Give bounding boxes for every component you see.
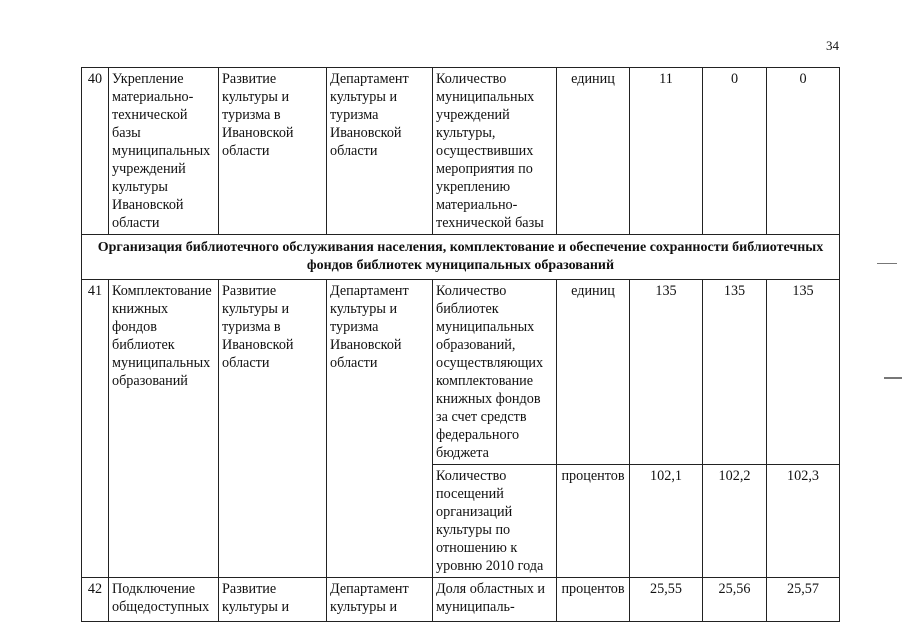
indicator-name: Количество библиотек муниципальных образований, осуществляющих комплектование книжных фондов за счет средств федерального бюджета <box>433 280 557 465</box>
unit: процентов <box>557 465 630 578</box>
page-number: 34 <box>826 38 839 53</box>
indicators-table <box>81 67 840 622</box>
row-number: 40 <box>82 68 109 235</box>
event-name: Комплектование книжных фондов библиотек муниципальных образований <box>109 280 219 578</box>
unit: единиц <box>557 68 630 235</box>
unit: процентов <box>557 578 630 622</box>
value-3: 0 <box>767 68 840 235</box>
scan-mark <box>877 263 897 264</box>
unit: единиц <box>557 280 630 465</box>
executor-name: Департамент культуры и <box>327 578 433 622</box>
event-name: Укрепление материально-технической базы муниципальных учреждений культуры Ивановской области <box>109 68 219 235</box>
value-2: 25,56 <box>703 578 767 622</box>
event-name: Подключение общедоступных <box>109 578 219 622</box>
value-3: 135 <box>767 280 840 465</box>
indicator-name: Количество посещений организаций культуры по отношению к уровню 2010 года <box>433 465 557 578</box>
section-header-row <box>82 235 840 280</box>
value-2: 102,2 <box>703 465 767 578</box>
scan-mark <box>884 377 902 379</box>
row-number: 41 <box>82 280 109 578</box>
value-3: 102,3 <box>767 465 840 578</box>
value-1: 25,55 <box>630 578 703 622</box>
indicator-name: Количество муниципальных учреждений культуры, осуществивших мероприятия по укреплению материально-технической базы <box>433 68 557 235</box>
section-title: Организация библиотечного обслуживания населения, комплектование и обеспечение сохранности библиотечных фондов библиотек муниципальных образований <box>82 235 840 280</box>
value-2: 0 <box>703 68 767 235</box>
value-1: 11 <box>630 68 703 235</box>
program-name: Развитие культуры и <box>219 578 327 622</box>
indicator-name: Доля областных и муниципаль- <box>433 578 557 622</box>
table-row-42 <box>82 578 840 622</box>
value-2: 135 <box>703 280 767 465</box>
row-number: 42 <box>82 578 109 622</box>
value-1: 102,1 <box>630 465 703 578</box>
program-name: Развитие культуры и туризма в Ивановской области <box>219 68 327 235</box>
table-row-40 <box>82 68 840 235</box>
executor-name: Департамент культуры и туризма Ивановской области <box>327 280 433 578</box>
value-3: 25,57 <box>767 578 840 622</box>
value-1: 135 <box>630 280 703 465</box>
program-name: Развитие культуры и туризма в Ивановской области <box>219 280 327 578</box>
executor-name: Департамент культуры и туризма Ивановской области <box>327 68 433 235</box>
table-row-41 <box>82 280 840 465</box>
